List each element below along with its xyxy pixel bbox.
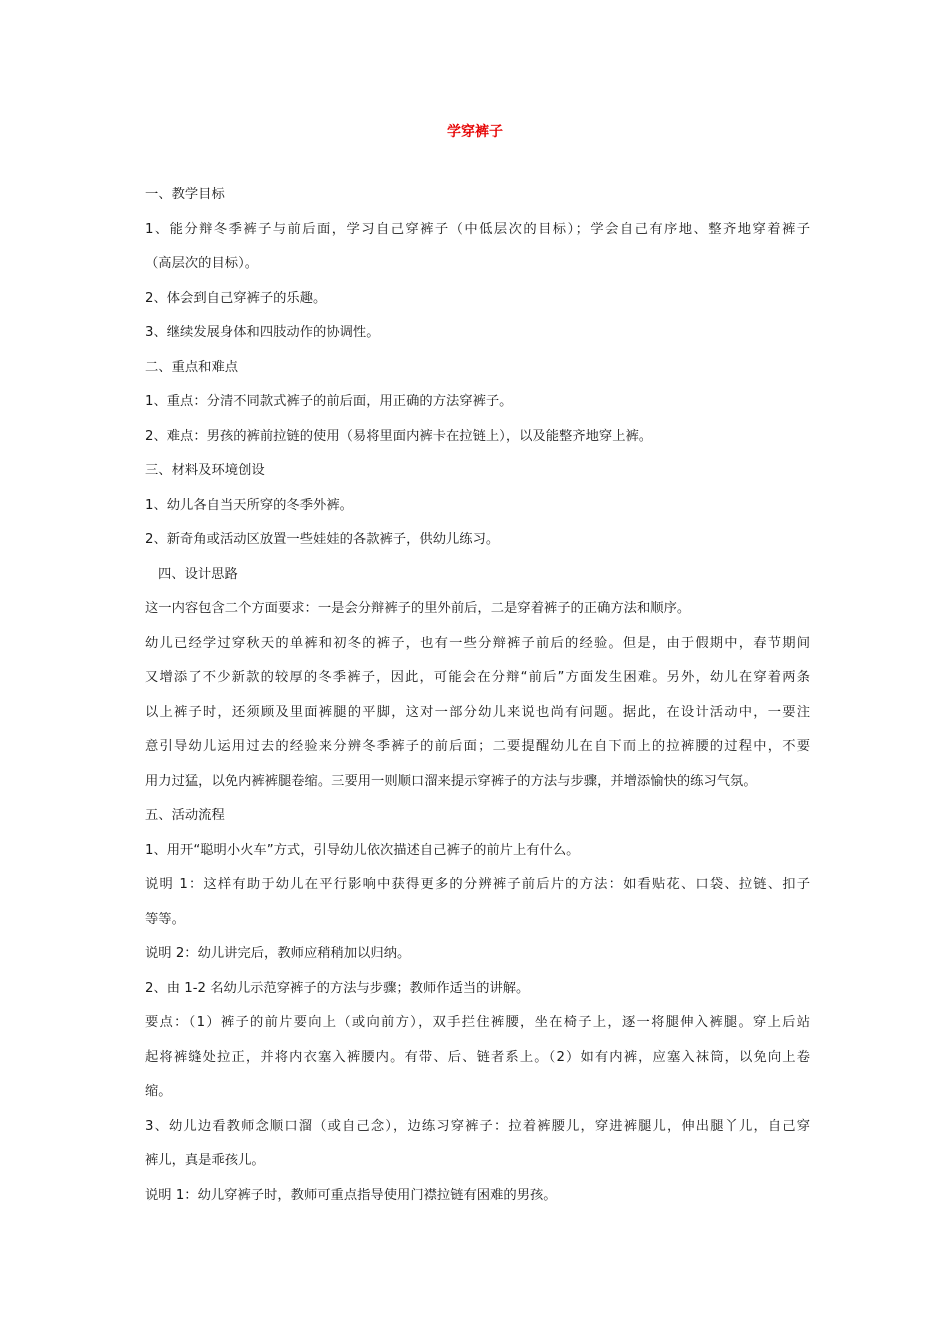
paragraph-line: 裤儿，真是乖孩儿。	[145, 1153, 265, 1168]
paragraph-line: 缩。	[145, 1084, 172, 1099]
paragraph-line: 1、幼儿各自当天所穿的冬季外裤。	[145, 497, 353, 513]
document-title: 学穿裤子	[447, 124, 503, 140]
paragraph-line: 这一内容包含二个方面要求：一是会分辩裤子的里外前后，二是穿着裤子的正确方法和顺序。	[145, 601, 691, 616]
section-heading: 四、设计思路	[158, 566, 238, 582]
paragraph-line: 说明 2：幼儿讲完后，教师应稍稍加以归纳。	[145, 946, 411, 961]
paragraph-line: 意引导幼儿运用过去的经验来分辨冬季裤子的前后面；二要提醒幼儿在自下而上的拉裤腰的过程中，不要	[145, 739, 810, 754]
section-heading: 五、活动流程	[145, 808, 225, 823]
paragraph-line: 1、能分辩冬季裤子与前后面，学习自己穿裤子（中低层次的目标）；学会自己有序地、整齐地穿着裤子	[145, 221, 810, 237]
paragraph-line: 说明 1：这样有助于幼儿在平行影响中获得更多的分辨裤子前后片的方法：如看贴花、口袋、拉链、扣子	[145, 877, 810, 892]
paragraph-line: 说明 1：幼儿穿裤子时，教师可重点指导使用门襟拉链有困难的男孩。	[145, 1187, 557, 1203]
paragraph-line: 幼儿已经学过穿秋天的单裤和初冬的裤子，也有一些分辩裤子前后的经验。但是，由于假期中，春节期间	[145, 635, 810, 651]
section-heading: 一、教学目标	[145, 187, 225, 202]
paragraph-line: 3、幼儿边看教师念顺口溜（或自己念），边练习穿裤子：拉着裤腰儿，穿进裤腿儿，伸出腿丫儿，自己穿	[145, 1118, 810, 1134]
paragraph-line: 要点：（1）裤子的前片要向上（或向前方），双手拦住裤腰，坐在椅子上，逐一将腿伸入裤腿。穿上后站	[145, 1015, 810, 1030]
paragraph-line: 2、难点：男孩的裤前拉链的使用（易将里面内裤卡在拉链上），以及能整齐地穿上裤。	[145, 428, 653, 444]
paragraph-line: 2、由 1-2 名幼儿示范穿裤子的方法与步骤；教师作适当的讲解。	[145, 980, 530, 996]
paragraph-line: 2、体会到自己穿裤子的乐趣。	[145, 290, 327, 306]
paragraph-line: 用力过猛，以免内裤裤腿卷缩。三要用一则顺口溜来提示穿裤子的方法与步骤，并增添愉快的练习气氛。	[145, 773, 757, 789]
section-heading: 二、重点和难点	[145, 359, 239, 375]
section-heading: 三、材料及环境创设	[145, 463, 265, 478]
paragraph-line: 2、新奇角或活动区放置一些娃娃的各款裤子，供幼儿练习。	[145, 532, 500, 547]
paragraph-line: 1、重点：分清不同款式裤子的前后面，用正确的方法穿裤子。	[145, 394, 513, 409]
paragraph-line: 等等。	[145, 911, 185, 927]
document-body	[145, 178, 810, 1213]
paragraph-line: 起将裤缝处拉正，并将内衣塞入裤腰内。有带、后、链者系上。（2）如有内裤，应塞入袜筒，以免向上卷	[145, 1049, 810, 1065]
paragraph-line: （高层次的目标）。	[145, 256, 259, 271]
paragraph-line: 以上裤子时，还须顾及里面裤腿的平脚，这对一部分幼儿来说也尚有问题。据此，在设计活动中，一要注	[145, 704, 810, 720]
paragraph-line: 1、用开“聪明小火车”方式，引导幼儿依次描述自己裤子的前片上有什么。	[145, 842, 580, 858]
paragraph-line: 又增添了不少新款的较厚的冬季裤子，因此，可能会在分辩“前后”方面发生困难。另外，幼儿在穿着两条	[145, 670, 810, 685]
paragraph-line: 3、继续发展身体和四肢动作的协调性。	[145, 325, 380, 340]
